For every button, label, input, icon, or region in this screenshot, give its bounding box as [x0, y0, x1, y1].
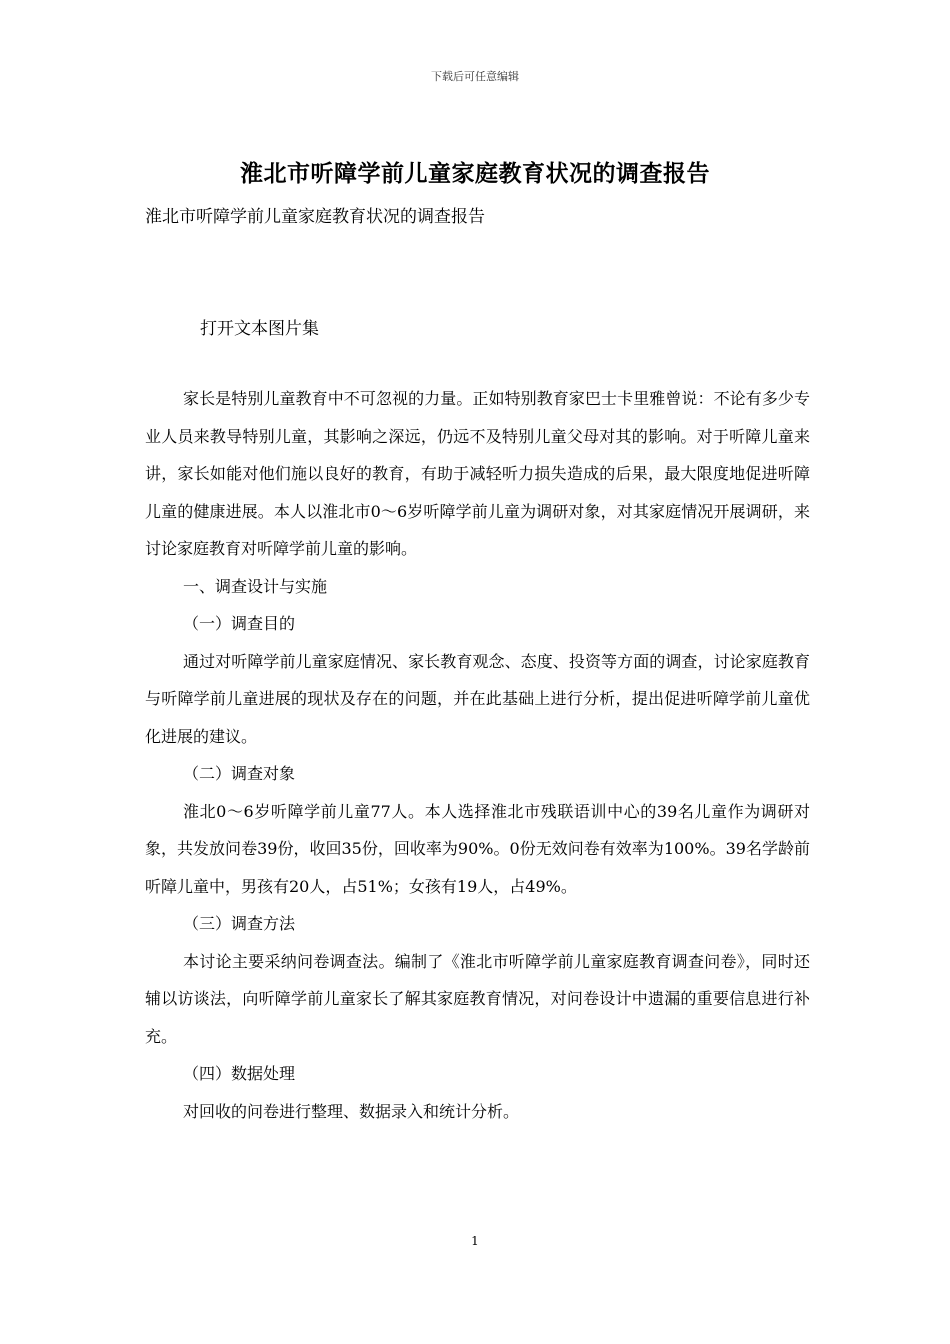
open-image-gallery-link[interactable]: 打开文本图片集 — [200, 319, 319, 339]
document-body — [145, 380, 810, 1130]
paragraph-purpose: 通过对听障学前儿童家庭情况、家长教育观念、态度、投资等方面的调查，讨论家庭教育与听障学前儿童进展的现状及存在的问题，并在此基础上进行分析，提出促进听障学前儿童优化进展的建议。 — [145, 651, 810, 746]
subsection-heading-data-processing: （四）数据处理 — [183, 1064, 296, 1083]
paragraph-intro: 家长是特别儿童教育中不可忽视的力量。正如特别教育家巴士卡里雅曾说：不论有多少专业人员来教导特别儿童，其影响之深远，仍远不及特别儿童父母对其的影响。对于听障儿童来讲，家长如能对他们施以良好的教育，有助于减轻听力损失造成的后果，最大限度地促进听障儿童的健康进展。本人以淮北市0～6岁听障学前儿童为调研对象，对其家庭情况开展调研，来讨论家庭教育对听障学前儿童的影响。 — [145, 389, 810, 558]
document-subtitle: 淮北市听障学前儿童家庭教育状况的调查报告 — [145, 207, 485, 227]
section-heading-design: 一、调查设计与实施 — [183, 576, 328, 596]
subsection-heading-purpose: （一）调查目的 — [183, 614, 296, 633]
paragraph-method: 本讨论主要采纳问卷调查法。编制了《淮北市听障学前儿童家庭教育调查问卷》，同时还辅以访谈法，向听障学前儿童家长了解其家庭教育情况，对问卷设计中遗漏的重要信息进行补充。 — [145, 951, 810, 1046]
paragraph-data-processing: 对回收的问卷进行整理、数据录入和统计分析。 — [183, 1101, 520, 1121]
subsection-heading-method: （三）调查方法 — [183, 914, 296, 933]
subsection-heading-subjects: （二）调查对象 — [183, 764, 296, 783]
page-number: 1 — [471, 1234, 479, 1248]
document-title: 淮北市听障学前儿童家庭教育状况的调查报告 — [240, 160, 710, 187]
paragraph-subjects: 淮北0～6岁听障学前儿童77人。本人选择淮北市残联语训中心的39名儿童作为调研对象，共发放问卷39份，收回35份，回收率为90%。0份无效问卷有效率为100%。39名学龄前听障儿童中，男孩有20人，占51%；女孩有19人，占49%。 — [145, 801, 810, 896]
header-note: 下载后可任意编辑 — [431, 70, 519, 83]
